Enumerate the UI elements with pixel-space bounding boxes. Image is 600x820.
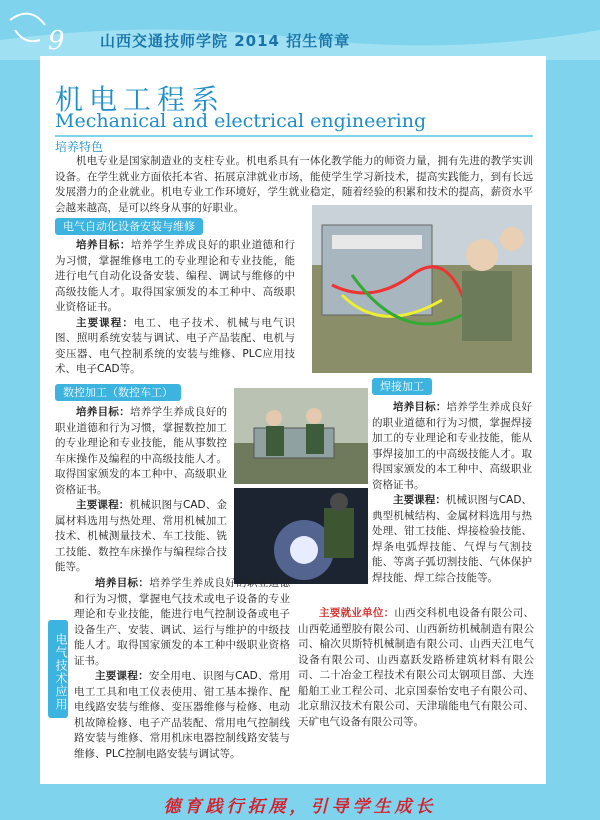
section-tag-welding: 焊接加工	[372, 378, 432, 395]
section-tag-cnc: 数控加工（数控车工）	[55, 384, 181, 401]
feature-heading: 培养特色	[55, 140, 104, 154]
footer-slogan: 德育践行拓展，引导学生成长	[163, 797, 437, 817]
electrical-text: 培养目标：培养学生养成良好的职业道德和行为习惯，掌握电气技术或电子设备的专业理论和专业技能，能进行电气控制设备或电子设备生产、安装、调试、运行与维护的中级技能人才。取得国家颁发的本工种中级职业资格证书。 主要课程：安全用电、识图与CAD、常用电工工具和电工仪表使用、钳工基本操作、配电线路安装与维修、变压器维修与检修、电动机故障检修、电子产品装配、常用电气控制线路安装与维修、常用机床电器控制线路安装与维修、PLC控制电路安装与调试等。	[74, 577, 291, 760]
automation-text: 培养目标：培养学生养成良好的职业道德和行为习惯，掌握维修电工的专业理论和专业技能，能进行电气自动化设备安装、编程、调试与维修的中高级技能人才。取得国家颁发的本工种中、高级职业资格证书。 主要课程：电工、电子技术、机械与电气识图、照明系统安装与调试、电子产品装配、电机与变压器、电气控制系统的安装与维修、PLC应用技术、电子CAD等。	[55, 239, 296, 375]
section-tag-electrical: 电气技术应用	[48, 620, 68, 718]
section-tag-automation: 电气自动化设备安装与维修	[55, 218, 203, 235]
cnc-text: 培养目标：培养学生养成良好的职业道德和行为习惯，掌握数控加工的专业理论和专业技能，能从事数控车床操作及编程的中高级技能人才。取得国家颁发的本工种中、高级职业资格证书。 主要课程：机械识图与CAD、金属材料选用与热处理、常用机械加工技术、机械测量技术、车工技能、铣工技能、数控车床操作与编程综合技能等。	[55, 406, 228, 573]
header-title: 山西交通技师学院 2014 招生简章	[100, 32, 351, 50]
page-subtitle: Mechanical and electrical engineering	[55, 110, 427, 132]
welding-text: 培养目标：培养学生养成良好的职业道德和行为习惯，掌握焊接加工的专业理论和专业技能，能从事焊接加工的中高级技能人才。取得国家颁发的本工种中、高级职业资格证书。 主要课程：机械识图与CAD、典型机械结构、金属材料选用与热处理、钳工技能、焊接检验技能、焊条电弧焊技能、气焊与气割技能、等离子弧切割技能、气体保护焊技能、焊工综合技能等。	[372, 401, 533, 584]
employment-text: 主要就业单位：山西交科机电设备有限公司、山西乾通塑胶有限公司、山西新纺机械制造有限公司、榆次贝斯特机械制造有限公司、山西天江电气设备有限公司、山西嘉跃发路桥建筑材料有限公司、二十冶金工程技术有限公司太钢项目部、大连船舶工业工程公司、北京国泰怡安电子有限公司、北京鼎汉技术有限公司、天津瑞能电气有限公司、天矿电气设备有限公司等。	[298, 607, 535, 728]
intro-paragraph: 机电专业是国家制造业的支柱专业。机电系具有一体化教学能力的师资力量，拥有先进的教学实训设备。在学生就业方面依托本省、拓展京津就业市场，能使学生学习新技术，提高实践能力，到有长远发展潜力的企业就业。机电专业工作环境好，学生就业稳定，随着经验的积累和技术的提高，薪资水平会越来越高，是可以终身从事的好职业。	[55, 155, 533, 214]
divider	[55, 135, 533, 137]
photo-cnc-workshop	[234, 388, 368, 484]
page-number: 9	[48, 26, 65, 56]
photo-welding	[234, 488, 368, 584]
page-title: 机电工程系	[55, 83, 226, 116]
photo-electrical-lab	[312, 205, 532, 373]
